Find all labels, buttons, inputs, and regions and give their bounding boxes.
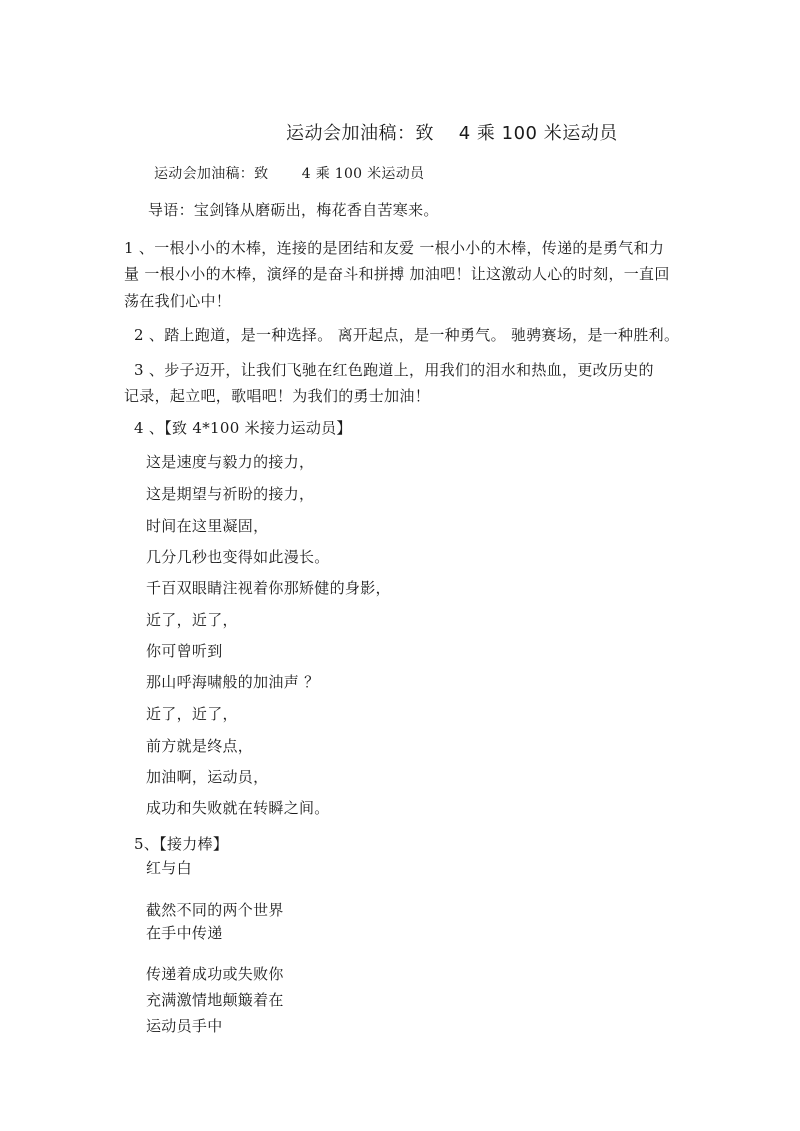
verse-line: 千百双眼睛注视着你那矫健的身影， xyxy=(146,579,391,597)
paragraph-line: 记录，起立吧，歌唱吧！为我们的勇士加油！ xyxy=(124,387,431,405)
verse-line: 在手中传递 xyxy=(146,924,223,942)
intro-text: 导语：宝剑锋从磨砺出，梅花香自苦寒来。 xyxy=(148,201,439,219)
section-heading: 5、【接力棒】 xyxy=(134,835,229,853)
paragraph-line: 荡在我们心中！ xyxy=(124,292,232,310)
document-subtitle: 运动会加油稿：致 4 乘 100 米运动员 xyxy=(154,166,425,182)
section-heading: 4 、【致 4*100 米接力运动员】 xyxy=(134,419,352,437)
verse-line: 时间在这里凝固， xyxy=(146,517,269,535)
verse-line: 几分几秒也变得如此漫长。 xyxy=(146,548,330,566)
verse-line: 传递着成功或失败你 xyxy=(146,965,284,983)
verse-line: 红与白 xyxy=(146,859,192,877)
verse-line: 这是期望与祈盼的接力， xyxy=(146,485,315,503)
verse-line: 充满激情地颠簸着在 xyxy=(146,991,284,1009)
paragraph-line: 2 、踏上跑道，是一种选择。 离开起点，是一种勇气。 驰骋赛场，是一种胜利。 xyxy=(134,326,680,344)
verse-line: 前方就是终点， xyxy=(146,737,254,755)
verse-line: 近了，近了， xyxy=(146,705,238,723)
paragraph-line: 3 、步子迈开，让我们飞驰在红色跑道上，用我们的泪水和热血，更改历史的 xyxy=(134,361,654,379)
verse-line: 运动员手中 xyxy=(146,1017,223,1035)
verse-line: 截然不同的两个世界 xyxy=(146,901,284,919)
verse-line: 那山呼海啸般的加油声 ？ xyxy=(146,673,320,691)
verse-line: 成功和失败就在转瞬之间。 xyxy=(146,799,330,817)
verse-line: 加油啊，运动员， xyxy=(146,768,269,786)
paragraph-line: 1 、一根小小的木棒，连接的是团结和友爱 一根小小的木棒，传递的是勇气和力 xyxy=(124,239,665,257)
verse-line: 你可曾听到 xyxy=(146,642,223,660)
verse-line: 这是速度与毅力的接力， xyxy=(146,453,315,471)
document-title: 运动会加油稿：致 4 乘 100 米运动员 xyxy=(286,123,618,144)
paragraph-line: 量 一根小小的木棒，演绎的是奋斗和拼搏 加油吧！让这激动人心的时刻，一直回 xyxy=(124,265,670,283)
verse-line: 近了，近了， xyxy=(146,611,238,629)
